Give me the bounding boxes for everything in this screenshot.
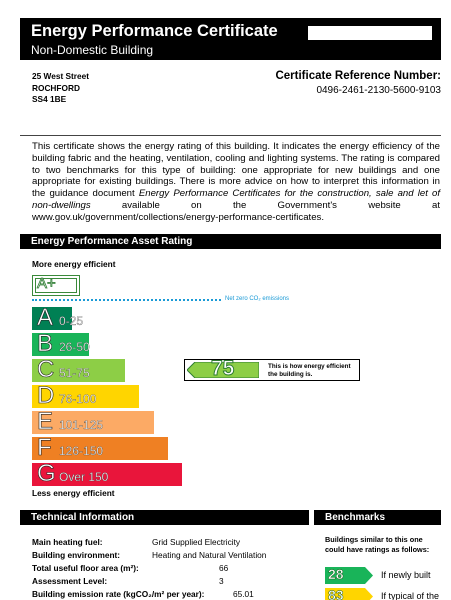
band-letter: C [37,356,55,383]
certificate-header [20,18,441,60]
technical-info-label: Total useful floor area (m²): [32,563,139,573]
benchmarks-description: Buildings similar to this one could have ratings as follows: [325,535,430,554]
technical-info-label: Assessment Level: [32,576,108,586]
band-letter: G [37,460,56,487]
rating-band-f [32,434,168,461]
band-range: 101-125 [59,418,104,432]
intro-text-2: available on the Government's website at www.gov.uk/government/collections/energy-performance-certificates. [32,199,440,223]
band-range: 0-25 [59,314,84,328]
rating-band-b [32,330,90,357]
benchmark-value: 83 [328,587,344,600]
rating-band-g [32,460,182,487]
band-letter: D [37,382,55,409]
less-efficient-label: Less energy efficient [32,488,115,498]
technical-info-value: 3 [219,576,224,586]
technical-info-label: Building environment: [32,550,121,560]
current-rating-value: 75 [211,357,235,380]
intro-text-1: This certificate shows the energy rating of this building. It indicates the energy efficiency of the building fabric and the heating, ventilation, cooling and lighting systems. The rating is compared to two benchmarks for this type of building: one appropriate for new buildings and one appropriate for existing buildings. There is more advice on how to interpret this information in the guidance document [32,141,440,200]
more-efficient-label: More energy efficient [32,259,116,269]
property-address [32,71,89,106]
current-rating-note [268,363,351,378]
benchmarks-heading: Benchmarks [314,510,441,525]
band-range: 26-50 [59,340,90,354]
aplus-band [32,275,80,296]
redacted-box [308,26,432,40]
current-rating-marker [184,359,360,381]
net-zero-label: Net zero CO₂ emissions [225,296,290,302]
rating-band-a [32,304,84,331]
rating-band-d [32,382,139,409]
technical-info-heading: Technical Information [20,510,309,525]
certificate-subtitle: Non-Domestic Building [31,43,154,57]
asset-rating-heading: Energy Performance Asset Rating [20,234,441,249]
current-rating-note-line2: the building is. [268,370,313,378]
intro-paragraph [32,141,440,224]
technical-info-label: Building emission rate (kgCO₂/m² per year): [32,589,205,599]
intro-italic-title: Energy Performance Certificates for the construction, sale and let of non-dwellings [32,188,440,211]
benchmark-label: If newly built [381,570,431,580]
technical-info-label: Main heating fuel: [32,537,103,547]
technical-info-value: 65.01 [233,589,254,599]
rating-band-c [32,356,125,383]
benchmark-row [325,587,440,600]
band-letter: B [37,330,54,357]
certificate-ref-label: Certificate Reference Number: [275,70,441,82]
certificate-title: Energy Performance Certificate [31,22,278,40]
address-line-2: ROCHFORD [32,82,80,93]
band-letter: F [37,434,52,461]
current-rating-note-line1: This is how energy efficient [268,363,351,370]
benchmark-label: If typical of the [381,591,440,600]
net-zero-dotted-line [32,299,221,301]
band-range: Over 150 [59,470,109,484]
band-range: 51-75 [59,366,90,380]
band-range: 126-150 [59,444,104,458]
address-line-3: SS4 1BE [32,94,67,104]
band-letter: E [37,408,54,435]
technical-info-value: 66 [219,563,229,573]
certificate-ref-value: 0496-2461-2130-5600-9103 [316,85,441,96]
benchmark-value: 28 [328,566,344,582]
band-range: 76-100 [59,392,97,406]
divider [20,135,441,136]
aplus-label: A+ [37,275,56,292]
benchmark-row [325,567,435,584]
address-line-1: 25 West Street [32,71,90,81]
rating-band-e [32,408,154,435]
band-letter: A [37,304,54,331]
technical-info-value: Grid Supplied Electricity [152,537,241,547]
technical-info-value: Heating and Natural Ventilation [152,550,267,560]
